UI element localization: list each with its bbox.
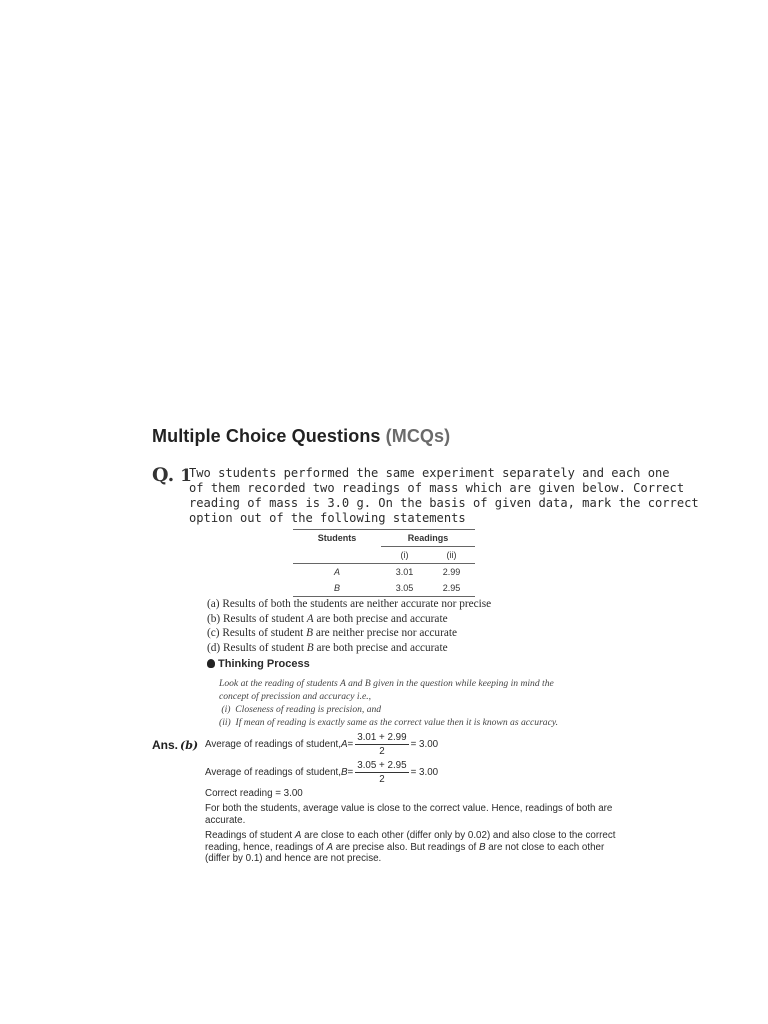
thinking-line: (ii) If mean of reading is exactly same as the correct value then it is known as accuracy. — [219, 717, 558, 728]
thinking-line: concept of precission and accuracy i.e., — [219, 691, 372, 702]
question-text — [189, 466, 699, 526]
option-a: (a) Results of both the students are neither accurate nor precise — [207, 598, 492, 610]
option-b: (b) Results of student A are both precise and accurate — [207, 612, 448, 625]
average-a: Average of readings of student, A = $\frac{3.01 + 2.99}{2}$ = 3.00 — [205, 732, 439, 757]
readings-table — [293, 529, 475, 597]
header-students: Students — [317, 533, 357, 544]
question-index: 1 — [180, 466, 192, 486]
subheader-i: (i) — [400, 550, 409, 560]
question-line: reading of mass is 3.0 g. On the basis of given data, mark the correct — [189, 496, 699, 510]
option-d: (d) Results of student B are both precise and accurate — [207, 641, 448, 654]
question-line: option out of the following statements — [189, 511, 466, 525]
header-readings: Readings — [381, 530, 475, 547]
answer-options — [207, 597, 491, 655]
table-row — [293, 564, 475, 581]
average-b: Average of readings of student, B = $\frac{3.05 + 2.95}{2}$ = 3.00 — [205, 760, 439, 785]
correct-reading: Correct reading = 3.00 — [205, 788, 303, 799]
reading-cell: 3.05 — [381, 580, 428, 597]
fraction-b: $\frac{3.05 + 2.95}{2}$ — [357, 760, 407, 785]
question-line: of them recorded two readings of mass which are given below. Correct — [189, 481, 685, 495]
question-number — [152, 464, 192, 486]
table-row — [293, 580, 475, 597]
heading-sub: (MCQs) — [385, 426, 451, 446]
thinking-line: (i) Closeness of reading is precision, and — [219, 704, 382, 715]
heading-main: Multiple Choice Questions — [152, 426, 381, 446]
question-line: Two students performed the same experiment separately and each one — [189, 466, 670, 480]
reading-cell: 2.95 — [428, 580, 475, 597]
reading-cell: 2.99 — [442, 567, 461, 577]
thinking-process-body — [219, 677, 619, 729]
section-heading — [152, 426, 450, 447]
bulb-icon — [207, 659, 215, 668]
reading-cell: 3.01 — [395, 567, 414, 577]
subheader-ii: (ii) — [446, 550, 457, 560]
student-cell: A — [333, 567, 340, 577]
thinking-process-title: Thinking Process — [207, 658, 310, 670]
student-cell: B — [293, 580, 381, 597]
answer-option: (b) — [180, 739, 199, 752]
thinking-line: Look at the reading of students A and B given in the question while keeping in mind the — [219, 678, 554, 689]
question-label: Q. — [152, 464, 175, 486]
fraction-a: $\frac{3.01 + 2.99}{2}$ — [357, 732, 407, 757]
answer-label: Ans. (b) — [152, 738, 199, 752]
solution-paragraph-1: For both the students, average value is close to the correct value. Hence, readings of both are accurate. — [205, 803, 613, 826]
option-c: (c) Results of student B are neither precise nor accurate — [207, 627, 458, 640]
solution-paragraph-2: Readings of student A are close to each other (differ only by 0.02) and also close to the correct reading, hence, readings of A are precise also. But readings of B are not close to each other (differ by 0.1) and hence are not precise. — [205, 830, 616, 864]
